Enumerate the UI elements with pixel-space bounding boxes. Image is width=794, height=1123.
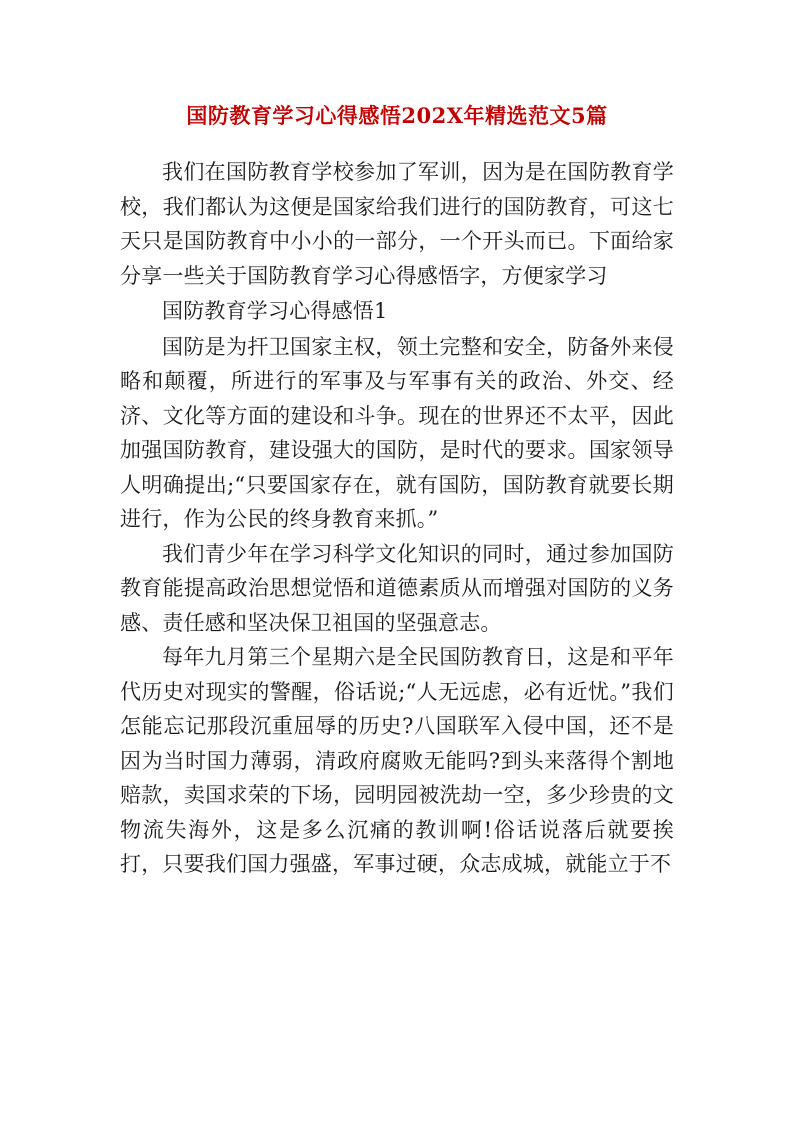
body-paragraph-2: 我们青少年在学习科学文化知识的同时，通过参加国防教育能提高政治思想觉悟和道德素质从而增强对国防的义务感、责任感和坚决保卫祖国的坚强意志。	[120, 541, 674, 635]
body-paragraph-1: 国防是为扞卫国家主权，领土完整和安全，防备外来侵略和颠覆，所进行的军事及与军事有关的政治、外交、经济、文化等方面的建设和斗争。现在的世界还不太平，因此加强国防教育，建设强大的国防，是时代的要求。国家领导人明确提出;“只要国家存在，就有国防，国防教育就要长期进行，作为公民的终身教育来抓。”	[120, 334, 674, 531]
document-body	[120, 155, 674, 882]
document-title: 国防教育学习心得感悟202X年精选范文5篇	[186, 103, 608, 128]
body-paragraph-3: 每年九月第三个星期六是全民国防教育日，这是和平年代历史对现实的警醒，俗话说;“人无远虑，必有近忧。”我们怎能忘记那段沉重屈辱的历史?八国联军入侵中国，还不是因为当时国力薄弱，清政府腐败无能吗?到头来落得个割地赔款，卖国求荣的下场，园明园被洗劫一空，多少珍贵的文物流失海外，这是多么沉痛的教训啊!俗话说落后就要挨打，只要我们国力强盛，军事过硬，众志成城，就能立于不	[120, 645, 674, 876]
section-heading-1: 国防教育学习心得感悟1	[162, 299, 388, 323]
intro-paragraph: 我们在国防教育学校参加了军训，因为是在国防教育学校，我们都认为这便是国家给我们进行的国防教育，可这七天只是国防教育中小小的一部分，一个开头而已。下面给家分享一些关于国防教育学习心得感悟字，方便家学习	[120, 160, 674, 288]
